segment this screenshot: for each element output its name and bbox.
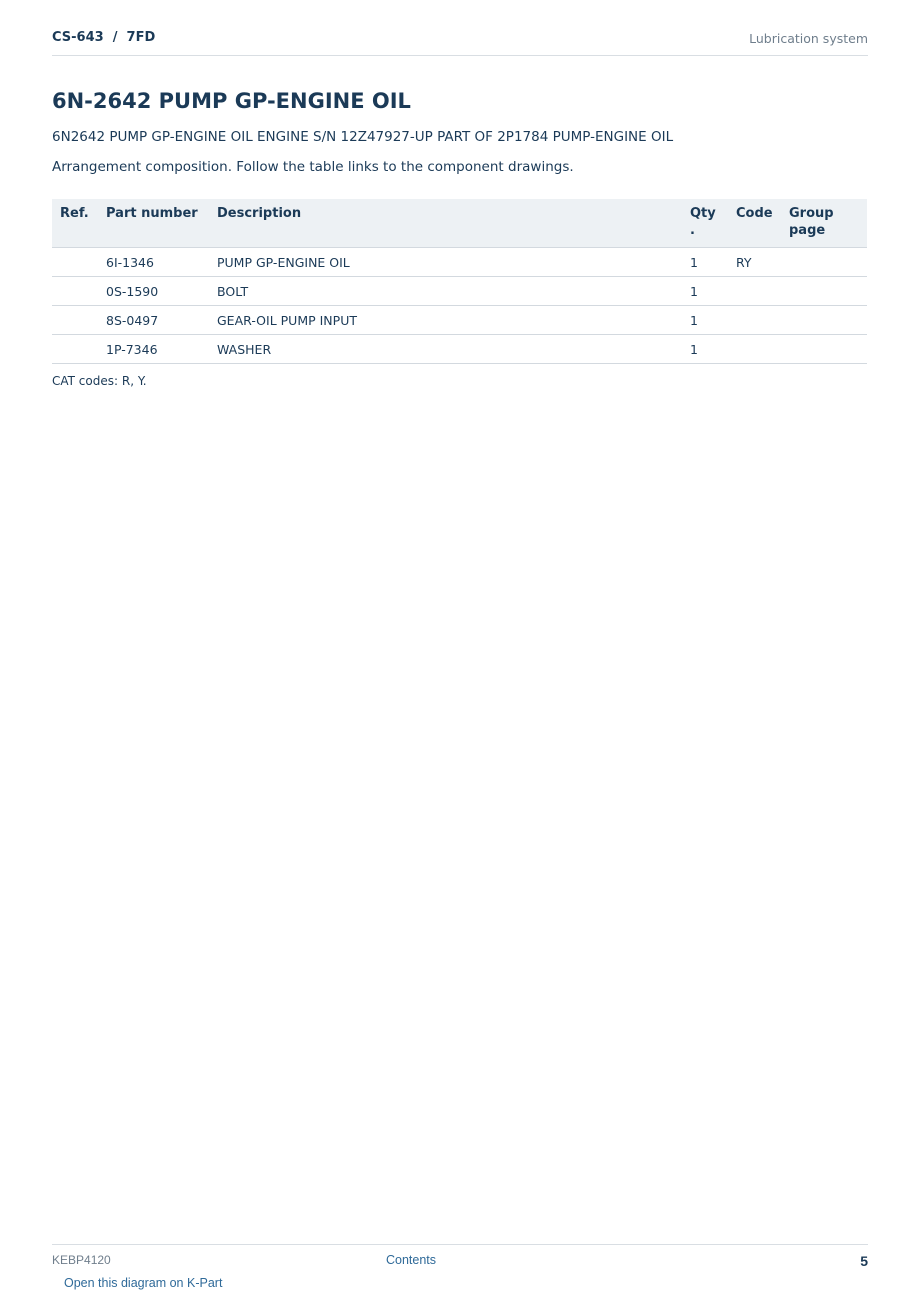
cell-ref <box>52 277 98 306</box>
open-k-part-link[interactable]: Open this diagram on K-Part <box>64 1276 223 1290</box>
cell-qty: 1 <box>682 306 728 335</box>
cell-qty: 1 <box>682 335 728 364</box>
document-code: KEBP4120 <box>52 1253 111 1267</box>
cell-group-page <box>781 335 867 364</box>
table-row <box>52 277 867 306</box>
cell-qty: 1 <box>682 248 728 277</box>
column-header-qty: Qty . <box>682 199 728 248</box>
cell-part-number: 6I-1346 <box>98 248 209 277</box>
cell-part-number: 8S-0497 <box>98 306 209 335</box>
column-header-ref: Ref. <box>52 199 98 248</box>
cell-part-number: 0S-1590 <box>98 277 209 306</box>
cell-description: GEAR-OIL PUMP INPUT <box>209 306 682 335</box>
cell-code <box>728 306 781 335</box>
cell-ref <box>52 248 98 277</box>
cell-group-page <box>781 248 867 277</box>
column-header-part-number: Part number <box>98 199 209 248</box>
cell-part-number: 1P-7346 <box>98 335 209 364</box>
page-footer <box>52 1244 868 1301</box>
table-row <box>52 306 867 335</box>
cell-code <box>728 277 781 306</box>
table-row <box>52 248 867 277</box>
document-id: CS-643 / 7FD <box>52 30 156 45</box>
cell-group-page <box>781 277 867 306</box>
parts-table-body <box>52 248 867 364</box>
column-header-group-page: Group page <box>781 199 867 248</box>
cell-description: WASHER <box>209 335 682 364</box>
table-row <box>52 335 867 364</box>
column-header-description: Description <box>209 199 682 248</box>
cell-ref <box>52 306 98 335</box>
cell-ref <box>52 335 98 364</box>
intro-text: Arrangement composition. Follow the table links to the component drawings. <box>52 159 574 175</box>
page-title: 6N-2642 PUMP GP-ENGINE OIL <box>52 89 411 113</box>
cell-description: PUMP GP-ENGINE OIL <box>209 248 682 277</box>
page-header <box>52 28 868 56</box>
contents-link[interactable]: Contents <box>386 1253 437 1267</box>
section-name: Lubrication system <box>749 31 868 46</box>
page-number: 5 <box>860 1253 868 1269</box>
cell-code: RY <box>728 248 781 277</box>
column-header-code: Code <box>728 199 781 248</box>
parts-table <box>52 199 867 364</box>
cat-codes-note: CAT codes: R, Y. <box>52 374 147 388</box>
cell-code <box>728 335 781 364</box>
cell-qty: 1 <box>682 277 728 306</box>
table-header-row <box>52 199 867 248</box>
page-subtitle: 6N2642 PUMP GP-ENGINE OIL ENGINE S/N 12Z47927-UP PART OF 2P1784 PUMP-ENGINE OIL <box>52 129 674 145</box>
cell-description: BOLT <box>209 277 682 306</box>
cell-group-page <box>781 306 867 335</box>
